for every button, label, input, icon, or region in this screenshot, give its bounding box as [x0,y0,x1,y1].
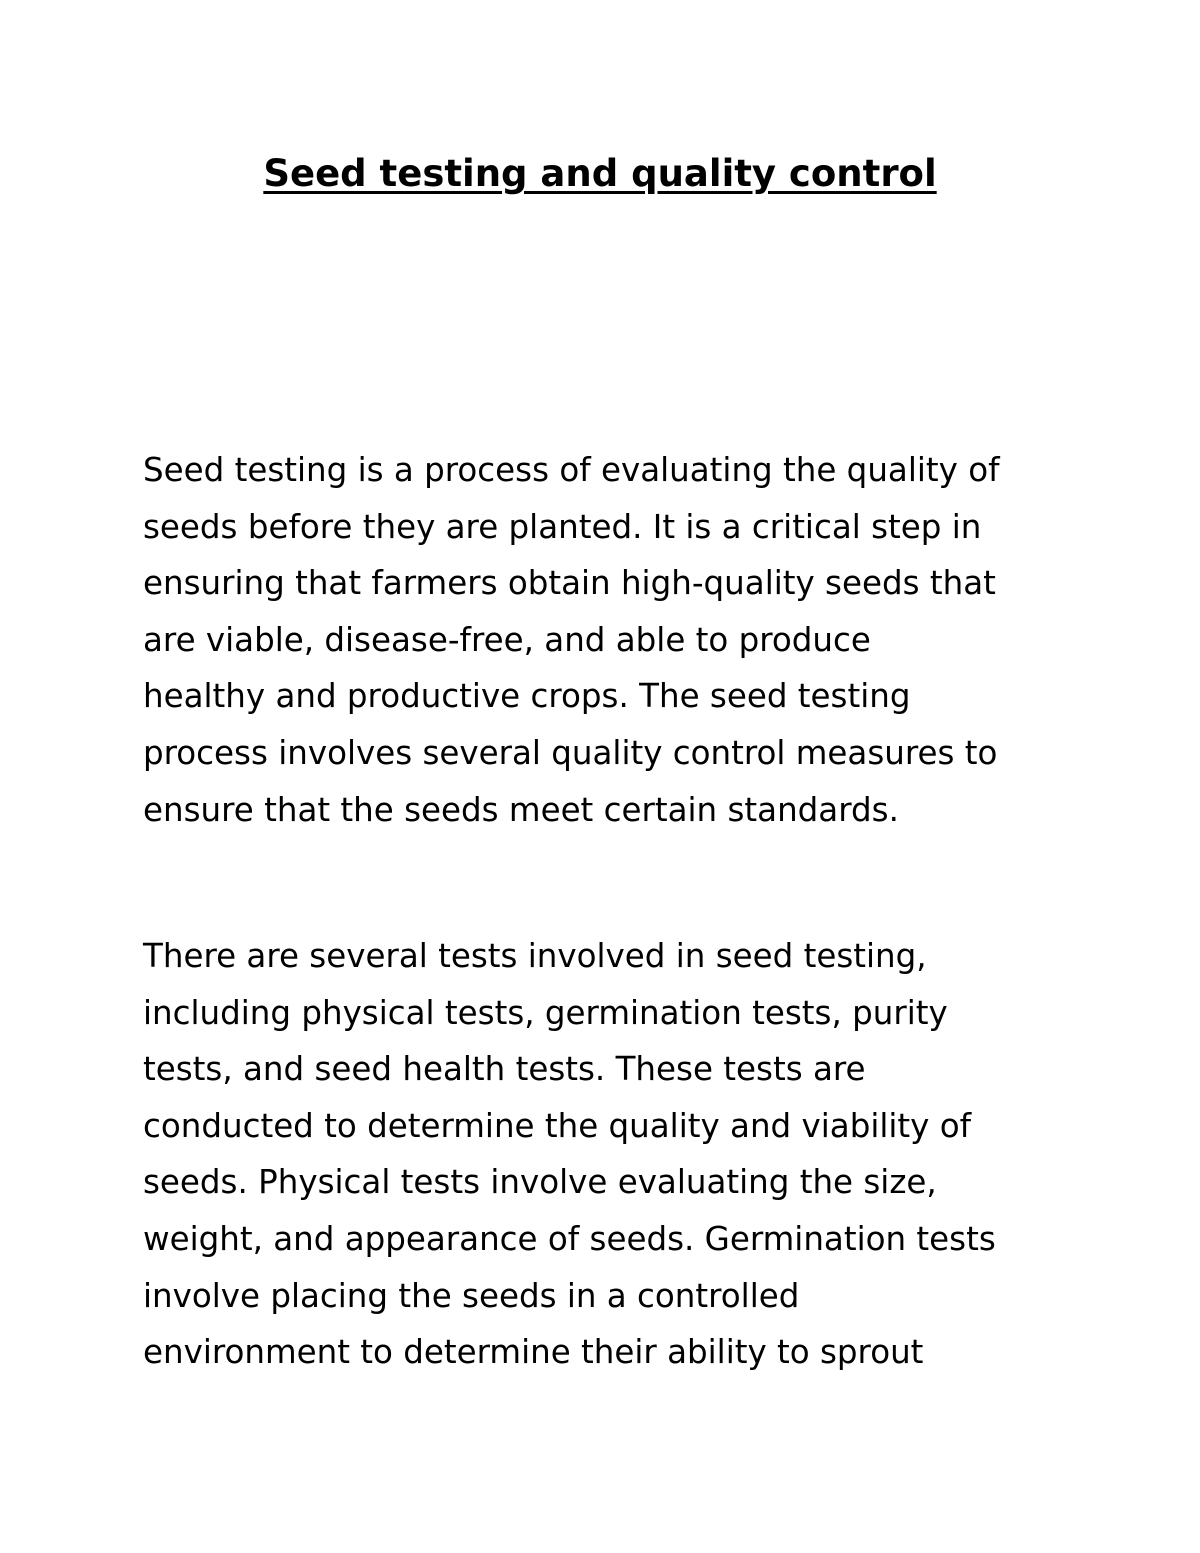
paragraph-line: seeds before they are planted. It is a critical step in [143,507,982,546]
paragraph-tests [143,928,1073,1381]
paragraph-line: including physical tests, germination tests, purity [143,993,948,1032]
paragraph-introduction [143,442,1073,838]
paragraph-line: are viable, disease-free, and able to produce [143,620,871,659]
paragraph-line: process involves several quality control measures to [143,733,998,772]
paragraph-line: conducted to determine the quality and viability of [143,1106,972,1145]
paragraph-line: There are several tests involved in seed testing, [143,937,927,975]
paragraph-line: involve placing the seeds in a controlled [143,1276,800,1315]
paragraph-line: seeds. Physical tests involve evaluating the size, [143,1163,937,1202]
paragraph-line: ensure that the seeds meet certain standards. [143,790,899,829]
paragraph-line: environment to determine their ability to sprout [143,1333,924,1372]
paragraph-line: Seed testing is a process of evaluating the quality of [143,451,1000,489]
paragraph-line: healthy and productive crops. The seed testing [143,677,911,716]
paragraph-line: ensuring that farmers obtain high-quality seeds that [143,564,996,603]
paragraph-line: weight, and appearance of seeds. Germination tests [143,1219,996,1258]
document-title [0,148,1200,200]
paragraph-line: tests, and seed health tests. These tests are [143,1050,866,1089]
document-title-text: Seed testing and quality control [263,152,937,195]
